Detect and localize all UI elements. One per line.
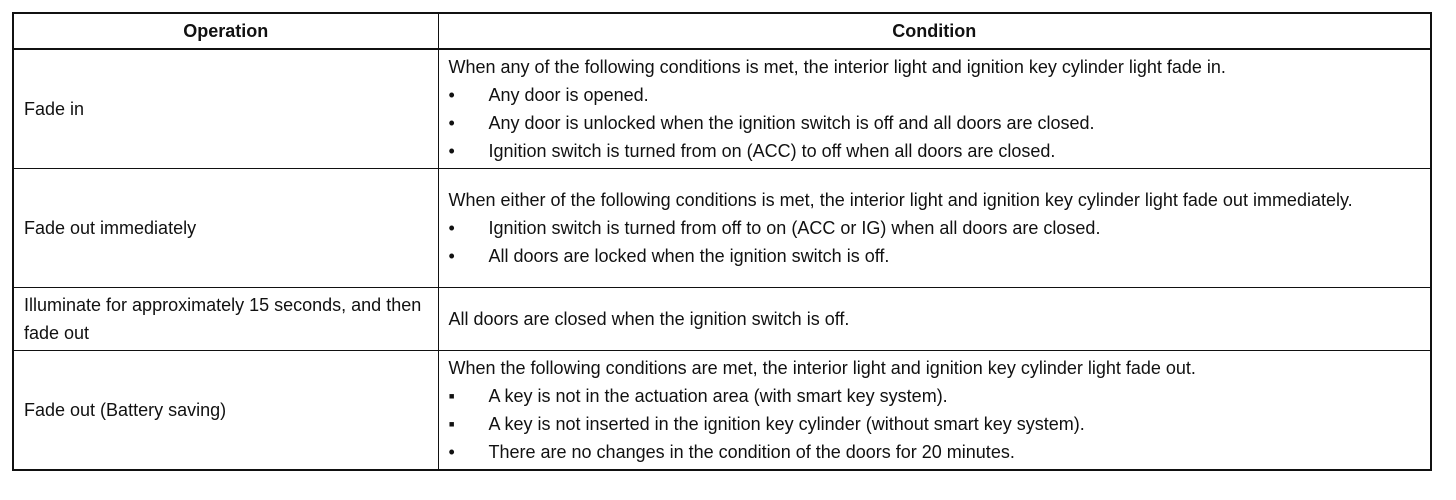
square-bullet-icon: ▪ — [448, 414, 455, 434]
operation-condition-table — [12, 12, 1432, 471]
table-row-fade-in — [13, 49, 1431, 169]
condition-cell — [438, 288, 1431, 351]
condition-item-text: Any door is unlocked when the ignition switch is off and all doors are closed. — [488, 113, 1095, 133]
condition-item — [449, 81, 1421, 109]
operation-cell: Fade out (Battery saving) — [13, 351, 438, 471]
condition-item-text: A key is not inserted in the ignition key cylinder (without smart key system). — [488, 414, 1085, 434]
bullet-icon: • — [448, 113, 455, 133]
condition-item-text: Any door is opened. — [488, 85, 649, 105]
condition-intro: When the following conditions are met, the interior light and ignition key cylinder light fade out. — [448, 358, 1196, 378]
condition-cell — [438, 169, 1431, 288]
condition-item-text: There are no changes in the condition of the doors for 20 minutes. — [488, 442, 1015, 462]
bullet-icon: • — [448, 442, 455, 462]
condition-item-text: A key is not in the actuation area (with smart key system). — [488, 386, 948, 406]
table-row-fade-out-immediately — [13, 169, 1431, 288]
bullet-icon: • — [448, 218, 455, 238]
operation-cell: Fade in — [13, 49, 438, 169]
table-row-battery-saving — [13, 351, 1431, 471]
square-bullet-icon: ▪ — [448, 386, 455, 406]
condition-item-text: Ignition switch is turned from on (ACC) to off when all doors are closed. — [488, 141, 1056, 161]
operation-cell: Illuminate for approximately 15 seconds, and then fade out — [13, 288, 438, 351]
condition-item — [449, 242, 1421, 270]
condition-item — [449, 410, 1421, 438]
condition-intro: All doors are closed when the ignition switch is off. — [448, 309, 850, 329]
condition-list — [449, 214, 1421, 270]
condition-intro: When either of the following conditions is met, the interior light and ignition key cylinder light fade out immediately. — [448, 190, 1353, 210]
bullet-icon: • — [448, 246, 455, 266]
condition-item-text: Ignition switch is turned from off to on (ACC or IG) when all doors are closed. — [488, 218, 1101, 238]
condition-item — [449, 214, 1421, 242]
operation-cell: Fade out immediately — [13, 169, 438, 288]
header-condition: Condition — [438, 13, 1431, 49]
table-header-row — [13, 13, 1431, 49]
condition-item-text: All doors are locked when the ignition switch is off. — [488, 246, 890, 266]
condition-item — [449, 109, 1421, 137]
condition-item — [449, 137, 1421, 165]
condition-cell — [438, 49, 1431, 169]
condition-item — [449, 382, 1421, 410]
condition-cell — [438, 351, 1431, 471]
condition-item — [449, 438, 1421, 466]
bullet-icon: • — [448, 141, 455, 161]
bullet-icon: • — [448, 85, 455, 105]
condition-list — [449, 81, 1421, 165]
condition-intro: When any of the following conditions is met, the interior light and ignition key cylinder light fade in. — [448, 57, 1226, 77]
header-operation: Operation — [13, 13, 438, 49]
table-row-illuminate — [13, 288, 1431, 351]
condition-list — [449, 382, 1421, 466]
